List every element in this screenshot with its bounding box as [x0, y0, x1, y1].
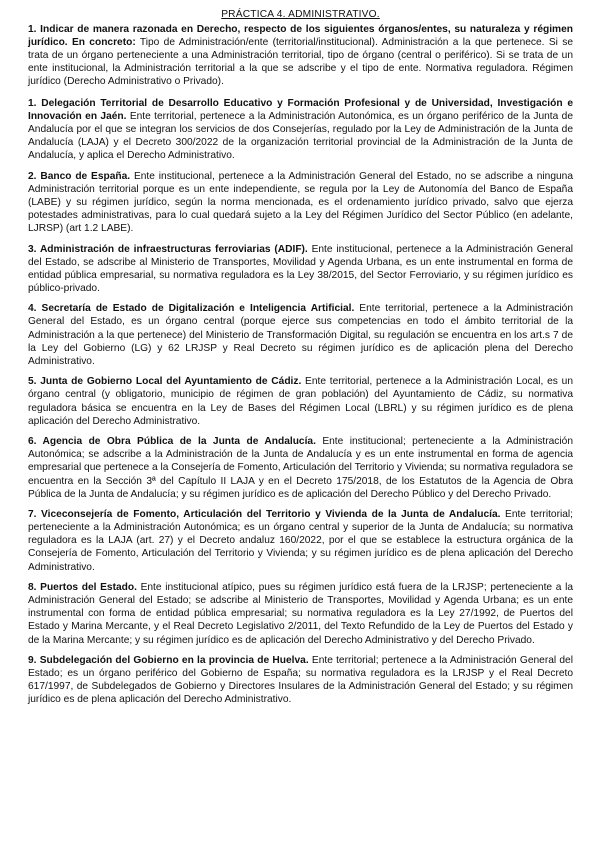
answer-item-2	[28, 170, 573, 235]
intro-heading: 1. Indicar de manera razonada en Derecho, respecto de los siguientes órganos/entes, su naturaleza y régimen jurídico. En concreto:	[28, 24, 573, 49]
answer-item-4	[28, 302, 573, 367]
answer-item-1	[28, 97, 573, 162]
answer-item-3	[28, 243, 573, 295]
item-heading: 7. Viceconsejería de Fomento, Articulación del Territorio y Vivienda de la Junta de Andalucía.	[28, 509, 501, 521]
item-heading: 6. Agencia de Obra Pública de la Junta de Andalucía.	[28, 436, 316, 448]
item-heading: 9. Subdelegación del Gobierno en la provincia de Huelva.	[28, 655, 309, 667]
document-page	[28, 8, 573, 714]
item-text: Ente territorial; perteneciente a la Administración Autonómica; es un órgano central y superior de la Junta de Andalucía; su normativa reguladora es la LAJA (art. 27) y el Decreto andaluz 160/2022, por el que se establece la estructura orgánica de la Consejería de Fomento, Articulación del Territorio y Vivienda; y su régimen jurídico es de plena aplicación del Derecho Administrativo.	[28, 509, 573, 573]
answer-item-7	[28, 508, 573, 573]
item-text: Ente institucional; perteneciente a la Administración Autonómica; se adscribe a la Administración de la Junta de Andalucía y es un ente instrumental en forma de agencia empresarial que pertenece a la Consejería de Fomento, Articulación del Territorio y Vivienda; su normativa reguladora se encuentra en la Sección 3ª del Capítulo II LAJA y en el Decreto 175/2018, de los Estatutos de la Agencia de Obra Pública de la Junta de Andalucía; y su régimen jurídico es de aplicación del Derecho Público y del Derecho Privado.	[28, 436, 573, 500]
item-heading: 4. Secretaría de Estado de Digitalización e Inteligencia Artificial.	[28, 303, 355, 315]
item-heading: 2. Banco de España.	[28, 170, 131, 182]
intro-paragraph	[28, 23, 573, 88]
document-title: PRÁCTICA 4. ADMINISTRATIVO.	[221, 9, 380, 20]
item-heading: 1. Delegación Territorial de Desarrollo Educativo y Formación Profesional y de Universidad, Investigación e Innovación en Jaén.	[28, 97, 573, 122]
item-text: Ente territorial, pertenece a la Administración Autonómica, es un órgano periférico de la Junta de Andalucía por el que se integran los servicios de dos Consejerías, regulado por la Ley de Administración de la Junta de Andalucía (LAJA) y el Decreto 300/2022 de la organización territorial provincial de la Administración de la Junta de Andalucía, y aplica el Derecho Administrativo.	[28, 110, 573, 161]
intro-text: Tipo de Administración/ente (territorial/institucional). Administración a la que pertenece. Si se trata de un órgano perteneciente a una Administración territorial, tipo de órgano (central o periférico). Si se trata de un ente institucional, la Administración territorial a la que se adscribe y el tipo de ente. Normativa reguladora. Régimen jurídico (Derecho Administrativo o Privado).	[28, 37, 574, 88]
item-text: Ente institucional atípico, pues su régimen jurídico está fuera de la LRJSP; perteneciente a la Administración General del Estado; se adscribe al Ministerio de Transportes, Movilidad y Agenda Urbana; es un ente instrumental con forma de entidad pública empresarial; su normativa reguladora es la Ley 27/1992, de Puertos del Estado y Marina Mercante, y el Real Decreto Legislativo 2/2011, del Texto Refundido de la Ley de Puertos del Estado y de la Marina Mercante; y su régimen jurídico es de aplicación del Derecho Administrativo y del Derecho Privado.	[28, 582, 574, 646]
item-text: Ente territorial, pertenece a la Administración Local, es un órgano central (y obligatorio, municipio de régimen de gran población) del Ayuntamiento de Cádiz, su normativa reguladora básica se encuentra en la Ley de Bases del Régimen Local (LBRL) y su régimen jurídico es de plena aplicación del Derecho Administrativo.	[28, 376, 573, 427]
item-text: Ente institucional, pertenece a la Administración General del Estado, no se adscribe a ninguna Administración territorial porque es un ente independiente, se regula por la Ley de Autonomía del Banco de España (LABE) y su régimen jurídico, según la norma mencionada, es el ordenamiento jurídico privado, salvo que ejerza potestades administrativas, para lo cual quedará sujeto a la Ley del Régimen Jurídico del Sector Público (en adelante, LJRSP) (art 1.2 LABE).	[28, 170, 573, 234]
item-text: Ente territorial; pertenece a la Administración General del Estado; es un órgano periférico del Gobierno de España; su normativa reguladora es la LRJSP y el Real Decreto 617/1997, de Subdelegados de Gobierno y Directores Insulares de la Administración General del Estado; y su régimen jurídico es de plena aplicación del Derecho Administrativo.	[28, 655, 573, 706]
item-text: Ente territorial, pertenece a la Administración General del Estado, es un órgano central (porque ejerce sus competencias en todo el ámbito territorial de la Administración a la que pertenece) del Ministerio de Transformación Digital, su regulación se encuentra en los art.s 7 de la Ley del Gobierno (LG) y 62 LRJSP y Real Decreto su régimen jurídico es de aplicación plena del Derecho Administrativo.	[28, 303, 573, 367]
item-heading: 3. Administración de infraestructuras ferroviarias (ADIF).	[28, 243, 308, 255]
answer-item-5	[28, 375, 573, 427]
item-heading: 5. Junta de Gobierno Local del Ayuntamiento de Cádiz.	[28, 376, 302, 388]
item-text: Ente institucional, pertenece a la Administración General del Estado, se adscribe al Ministerio de Transportes, Movilidad y Agenda Urbana, es un ente instrumental en forma de entidad pública empresarial, su normativa reguladora es la Ley 38/2015, del Sector Ferroviario, y su régimen jurídico es público-privado.	[28, 243, 573, 294]
answer-item-8	[28, 581, 573, 646]
answer-item-6	[28, 435, 573, 500]
item-heading: 8. Puertos del Estado.	[28, 582, 137, 594]
answer-item-9	[28, 654, 573, 706]
